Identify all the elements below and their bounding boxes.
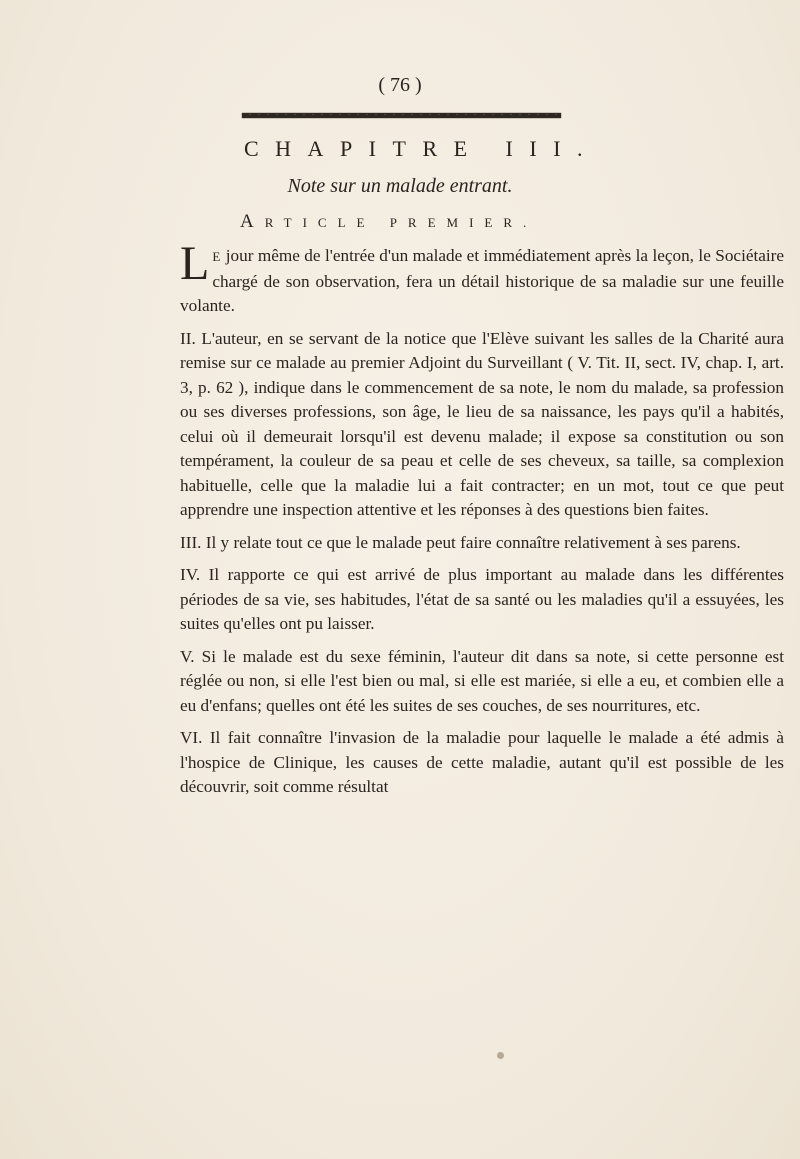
article-heading-rest: RTICLE PREMIER. bbox=[264, 215, 538, 230]
paragraph-2: II. L'auteur, en se servant de la notice que l'Elève suivant les salles de la Charité aura remise sur ce malade au premier Adjoint du Surveillant ( V. Tit. II, sect. IV, chap. I, art. 3, p. 62 ), indique dans le commencement de sa note, le nom du malade, sa profession ou ses diverses professions, son âge, le lieu de sa naissance, les pays qu'il a habités, celui où il demeurait lorsqu'il est devenu malade; il expose sa constitution ou son tempérament, la couleur de sa peau et celle de ses cheveux, sa taille, sa complexion habituelle, celle que la maladie lui a fait contracter; en un mot, tout ce que peut apprendre une inspection attentive et les réponses à des questions bien faites. bbox=[180, 328, 784, 519]
paragraph-1-smallcaps: E bbox=[212, 249, 222, 264]
article-heading-initial: A bbox=[240, 211, 265, 232]
paragraph-1 bbox=[180, 237, 784, 319]
paragraph-3: III. Il y relate tout ce que le malade peut faire connaître relativement à ses parens. bbox=[180, 532, 741, 552]
ink-spot bbox=[497, 1052, 504, 1059]
paragraph-1-text: jour même de l'entrée d'un malade et immédiatement après la leçon, le Sociétaire chargé de son observation, fera un détail historique de sa maladie sur une feuille volante. bbox=[180, 246, 784, 315]
paragraph-4: IV. Il rapporte ce qui est arrivé de plus important au malade dans les différentes périodes de sa vie, ses habitudes, l'état de sa santé ou les maladies qu'il a essuyées, les suites qu'elles ont pu laisser. bbox=[180, 565, 784, 633]
drop-cap: L bbox=[180, 237, 210, 290]
chapter-subtitle: Note sur un malade entrant. bbox=[287, 175, 513, 197]
article-heading bbox=[240, 211, 580, 233]
paragraph-6: VI. Il fait connaître l'invasion de la maladie pour laquelle le malade a été admis à l'hospice de Clinique, les causes de cette maladie, autant qu'il est possible de les découvrir, soit comme résultat bbox=[180, 728, 784, 796]
paragraph-5: V. Si le malade est du sexe féminin, l'auteur dit dans sa note, si cette personne est réglée ou non, si elle l'est bien ou mal, si elle est mariée, si elle a eu, et combien elle a eu d'enfans; quelles ont été les suites de ses couches, de ses nourritures, etc. bbox=[180, 646, 784, 715]
chapter-heading: CHAPITRE III. bbox=[244, 136, 600, 161]
page-number: ( 76 ) bbox=[378, 74, 422, 96]
body-text bbox=[180, 237, 784, 808]
ornamental-rule bbox=[242, 113, 561, 118]
